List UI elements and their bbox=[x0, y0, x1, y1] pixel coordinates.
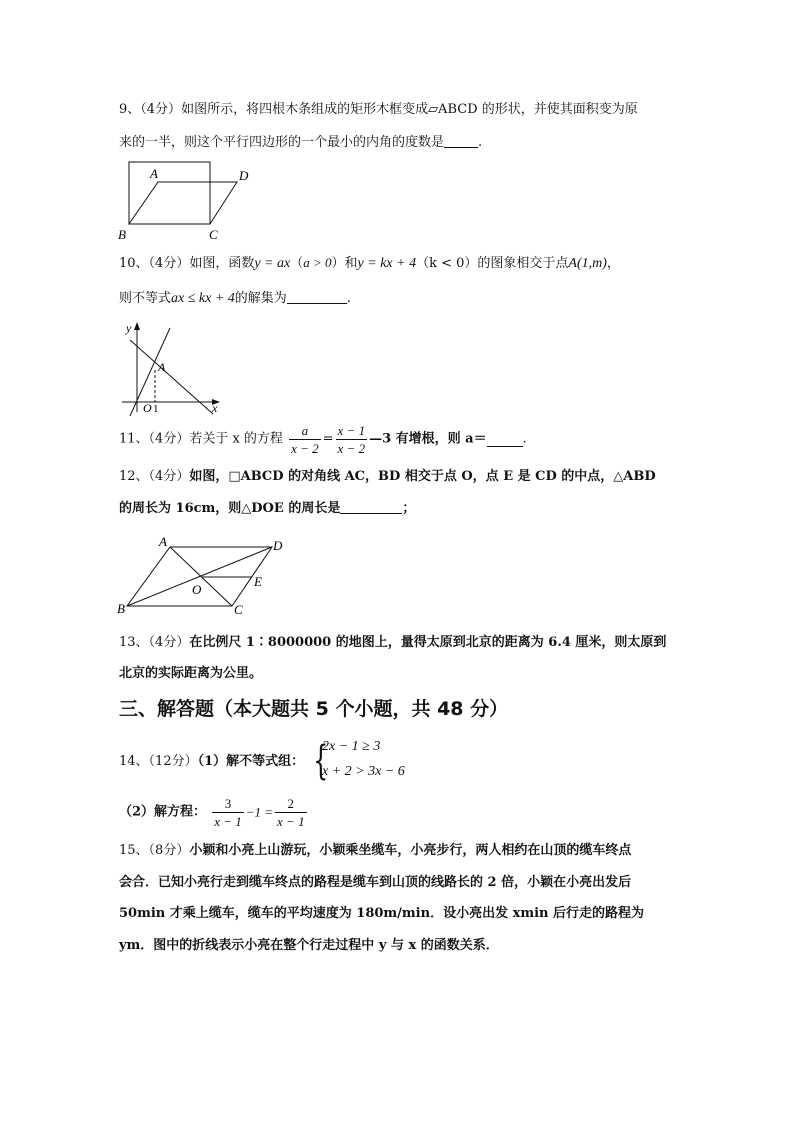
q10-line2 bbox=[119, 290, 351, 308]
q10-text-4: （ bbox=[416, 256, 430, 271]
q12-label-O: O bbox=[192, 582, 202, 597]
q10-line1 bbox=[119, 254, 620, 273]
q14-line1 bbox=[119, 753, 304, 771]
q9-period: . bbox=[478, 135, 483, 150]
q11-period: . bbox=[522, 431, 527, 447]
q12-label-D: D bbox=[273, 538, 283, 553]
q10-label-x: x bbox=[212, 401, 218, 415]
q15-line4 bbox=[119, 937, 499, 955]
q11-text-1: 若关于 x 的方程 bbox=[189, 431, 283, 447]
q15-line1 bbox=[119, 842, 631, 860]
q10-label-y: y bbox=[126, 321, 132, 335]
q14-middle-term: −1 = bbox=[245, 804, 274, 820]
q9-text-2: 来的一半，则这个平行四边形的一个最小的内角的度数是 bbox=[119, 135, 445, 150]
q11-score: （4分） bbox=[148, 431, 190, 447]
q10-label-1: 1 bbox=[153, 403, 159, 415]
q11-fraction-2 bbox=[336, 422, 368, 457]
q9-figure bbox=[115, 158, 265, 242]
q11-fraction-2-numerator: x − 1 bbox=[337, 423, 366, 438]
q11-number: 11、 bbox=[119, 431, 149, 447]
q9-line1 bbox=[119, 101, 638, 119]
q10-label-O: O bbox=[143, 401, 152, 415]
q13-text-1: 在比例尺 1∶8000000 的地图上，量得太原到北京的距离为 6.4 厘米，则太原到 bbox=[189, 635, 667, 650]
q15-text-4: ym．图中的折线表示小亮在整个行走过程中 y 与 x 的函数关系． bbox=[119, 938, 499, 953]
q10-text-3: ）和 bbox=[331, 256, 358, 271]
q10-function-1: y = ax bbox=[254, 256, 291, 271]
q9-label-C: C bbox=[209, 227, 218, 242]
q9-text-1: 如图所示，将四根木条组成的矩形木框变成▱ABCD 的形状，并使其面积变为原 bbox=[181, 102, 638, 117]
q14-fraction-1 bbox=[212, 795, 244, 830]
q10-condition-1: a > 0 bbox=[303, 255, 332, 270]
q14-line2 bbox=[119, 795, 309, 830]
q15-line2 bbox=[119, 874, 631, 892]
q14-part1-text: （1）解不等式组： bbox=[197, 754, 305, 769]
q10-text-6: ， bbox=[606, 256, 620, 271]
q14-inequality-2: x + 2 > 3x − 6 bbox=[322, 764, 405, 779]
q10-figure bbox=[118, 318, 228, 416]
q9-score: （4分） bbox=[140, 102, 182, 117]
q13-line1 bbox=[119, 634, 666, 652]
q12-answer-blank bbox=[340, 500, 402, 514]
q10-y-arrow bbox=[134, 322, 140, 330]
q11-equals: = bbox=[322, 431, 334, 447]
q10-text-8: 的解集为 bbox=[234, 291, 287, 306]
q9-label-B: B bbox=[118, 227, 126, 242]
q14-number: 14、 bbox=[119, 754, 149, 769]
q10-text-2: （ bbox=[290, 256, 304, 271]
q9-answer-blank bbox=[444, 134, 478, 148]
q13-score: （4分） bbox=[148, 635, 190, 650]
q12-number: 12、 bbox=[119, 469, 149, 484]
q9-label-D: D bbox=[239, 168, 249, 183]
section-3-heading: 三、解答题（本大题共 5 个小题，共 48 分） bbox=[119, 698, 509, 720]
q9-number: 9、 bbox=[119, 102, 141, 117]
q12-label-B: B bbox=[117, 601, 125, 616]
q13-line2 bbox=[119, 665, 262, 683]
q12-text-1: 如图，□ABCD 的对角线 AC，BD 相交于点 O，点 E 是 CD 的中点，△ABD bbox=[189, 469, 656, 484]
q14-fraction-2-denominator: x − 1 bbox=[277, 814, 305, 829]
q10-condition-2: k < 0 bbox=[429, 256, 465, 271]
q11-fraction-1 bbox=[289, 422, 321, 457]
q12-label-E: E bbox=[254, 574, 262, 589]
q11-fraction-1-numerator: a bbox=[289, 422, 321, 440]
q12-line1 bbox=[119, 468, 656, 486]
q11-answer-blank bbox=[487, 433, 523, 447]
q14-part2-text: （2）解方程： bbox=[119, 804, 207, 820]
q14-inequality-1: 2x − 1 ≥ 3 bbox=[322, 739, 381, 754]
q13-number: 13、 bbox=[119, 635, 149, 650]
q15-text-1: 小颖和小亮上山游玩，小颖乘坐缆车，小亮步行，两人相约在山顶的缆车终点 bbox=[189, 843, 632, 858]
q11-text-2: —3 有增根，则 a＝ bbox=[369, 431, 487, 447]
q10-score: （4分） bbox=[148, 256, 190, 271]
q10-label-A: A bbox=[158, 360, 166, 374]
q9-label-A: A bbox=[150, 166, 158, 181]
q11-line bbox=[119, 422, 527, 457]
q9-rectangle bbox=[129, 162, 210, 224]
q14-fraction-1-numerator: 3 bbox=[212, 795, 244, 813]
q10-number: 10、 bbox=[119, 256, 149, 271]
q9-parallelogram bbox=[129, 182, 237, 224]
q15-text-2: 会合．已知小亮行走到缆车终点的路程是缆车到山顶的线路长的 2 倍，小颖在小亮出发后 bbox=[119, 875, 632, 890]
q12-score: （4分） bbox=[148, 469, 190, 484]
q10-text-5: ）的图象相交于点 bbox=[464, 256, 569, 271]
q14-fraction-1-denominator: x − 1 bbox=[214, 814, 242, 829]
q10-answer-blank bbox=[287, 290, 347, 304]
q12-label-A: A bbox=[159, 534, 167, 549]
q9-line2 bbox=[119, 134, 482, 152]
q15-line3 bbox=[119, 905, 644, 923]
q12-line2 bbox=[119, 500, 415, 518]
q10-point: A(1,m) bbox=[568, 256, 607, 271]
q10-text-7: 则不等式 bbox=[119, 291, 172, 306]
q12-semicolon: ； bbox=[402, 501, 416, 516]
q12-figure bbox=[115, 534, 295, 618]
q14-fraction-2 bbox=[275, 795, 307, 830]
q12-text-2: 的周长为 16cm，则△DOE 的周长是 bbox=[119, 501, 341, 516]
q10-text-1: 如图，函数 bbox=[189, 256, 255, 271]
q10-inequality: ax ≤ kx + 4 bbox=[171, 291, 235, 306]
q14-fraction-2-numerator: 2 bbox=[275, 795, 307, 813]
q13-text-2: 北京的实际距离为公里。 bbox=[119, 666, 263, 681]
q15-score: （8分） bbox=[148, 843, 190, 858]
q15-number: 15、 bbox=[119, 843, 149, 858]
q10-function-2: y = kx + 4 bbox=[357, 256, 417, 271]
q12-label-C: C bbox=[234, 602, 243, 617]
q15-text-3: 50min 才乘上缆车，缆车的平均速度为 180m/min．设小亮出发 xmin 后行走的路程为 bbox=[119, 906, 645, 921]
q14-score: （12分） bbox=[148, 754, 198, 769]
q10-period: . bbox=[346, 291, 351, 306]
q14-brace: { bbox=[313, 738, 329, 784]
q11-fraction-1-denominator: x − 2 bbox=[291, 441, 319, 456]
q11-fraction-2-denominator: x − 2 bbox=[337, 441, 366, 456]
